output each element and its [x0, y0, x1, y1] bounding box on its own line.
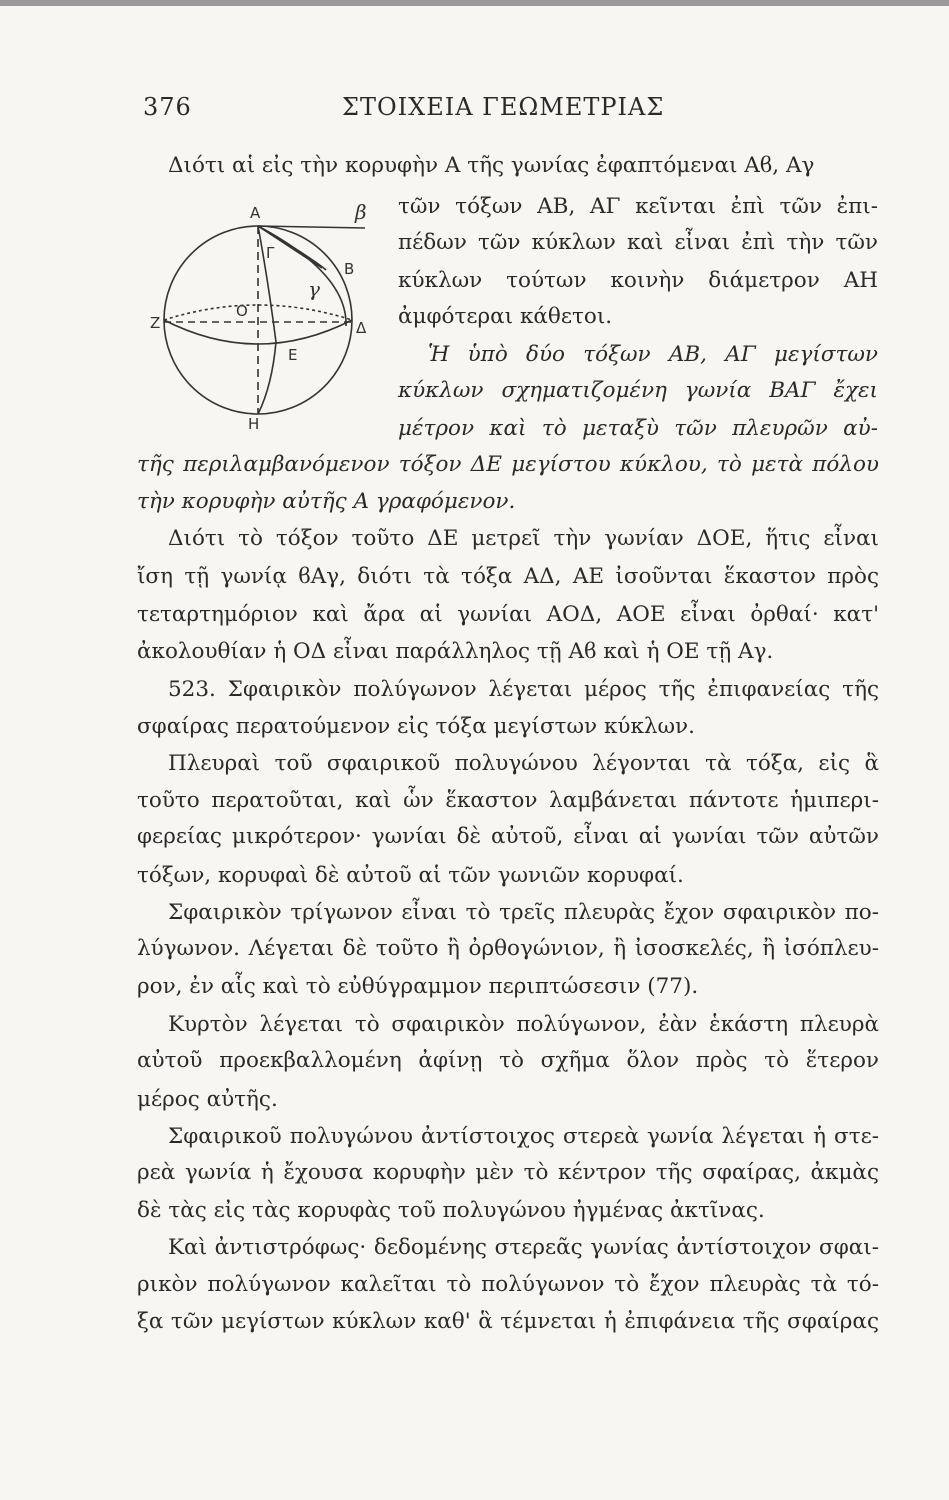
text-line: Κυρτὸν λέγεται τὸ σφαιρικὸν πολύγωνον, ἐὰν ἑκάστη πλευρὰ — [168, 1012, 879, 1037]
label-b: β — [355, 200, 367, 224]
text-line: ρικὸν πολύγωνον καλεῖται τὸ πολύγωνον τὸ ἔχον πλευρὰς τὰ τό- — [137, 1272, 879, 1297]
text-line: Καὶ ἀντιστρόφως· δεδομένης στερεᾶς γωνίας ἀντίστοιχον σφαι- — [168, 1235, 879, 1260]
page-top-edge — [0, 0, 949, 6]
section-523-heading: 523. Σφαιρικὸν πολύγωνον λέγεται μέρος τῆς ἐπιφανείας τῆς — [168, 677, 879, 702]
page-number: 376 — [143, 93, 192, 121]
text-line: ἀμφότεραι κάθετοι. — [398, 304, 613, 329]
label-G: Γ — [266, 244, 275, 262]
label-H: Η — [248, 415, 260, 431]
label-B: Β — [344, 260, 355, 278]
running-head: ΣΤΟΙΧΕΙΑ ΓΕΩΜΕΤΡΙΑΣ — [342, 93, 665, 121]
text-line: αὐτοῦ προεκβαλλομένη ἀφίνῃ τὸ σχῆμα ὅλον πρὸς τὸ ἕτερον — [137, 1048, 879, 1073]
text-line: δὲ τὰς εἰς τὰς κορυφὰς τοῦ πολυγώνου ἠγμένας ἀκτῖνας. — [137, 1198, 765, 1223]
label-g: γ — [308, 277, 320, 301]
text-line: λύγωνον. Λέγεται δὲ τοῦτο ἢ ὀρθογώνιον, ἢ ἰσοσκελές, ἢ ἰσόπλευ- — [137, 936, 879, 961]
text-line: ξα τῶν μεγίστων κύκλων καθ' ἃ τέμνεται ἡ ἐπιφάνεια τῆς σφαίρας — [137, 1309, 879, 1334]
text-line: Διότι αἱ εἰς τὴν κορυφὴν Α τῆς γωνίας ἐφαπτόμεναι Αϐ, Αγ — [168, 153, 815, 178]
label-O: Ο — [236, 302, 248, 320]
text-line: Σφαιρικοῦ πολυγώνου ἀντίστοιχος στερεὰ γωνία λέγεται ἡ στε- — [168, 1124, 879, 1149]
text-line: τοῦτο περατοῦται, καὶ ὧν ἕκαστον λαμβάνεται πάντοτε ἡμιπερι- — [137, 788, 879, 813]
label-Z: Ζ — [150, 314, 161, 332]
text-line: Πλευραὶ τοῦ σφαιρικοῦ πολυγώνου λέγονται τὰ τόξα, εἰς ἃ — [168, 751, 879, 776]
text-line: ἴση τῇ γωνίᾳ ϐΑγ, διότι τὰ τόξα ΑΔ, ΑΕ ἰσοῦνται ἕκαστον πρὸς — [137, 564, 879, 589]
text-line: τὴν κορυφὴν αὐτῆς Α γραφόμενον. — [137, 489, 516, 514]
text-line: μέτρον καὶ τὸ μεταξὺ τῶν πλευρῶν αὐ- — [398, 416, 878, 441]
text-line: κύκλων σχηματιζομένη γωνία ΒΑΓ ἔχει — [398, 378, 878, 403]
text-line: φερείας μικρότερον· γωνίαι δὲ αὐτοῦ, εἶναι αἱ γωνίαι τῶν αὐτῶν — [137, 824, 879, 849]
text-line: Ἡ ὑπὸ δύο τόξων ΑΒ, ΑΓ μεγίστων — [428, 342, 878, 367]
label-E: Ε — [288, 346, 298, 364]
label-A: Α — [250, 204, 261, 222]
text-line: ρον, ἐν αἷς καὶ τὸ εὐθύγραμμον περιπτώσεσιν (77). — [137, 974, 699, 999]
text-line: κύκλων τούτων κοινὴν διάμετρον ΑΗ — [398, 268, 878, 293]
sphere-diagram — [150, 196, 375, 431]
text-line: τῆς περιλαμβανόμενον τόξον ΔΕ μεγίστου κύκλου, τὸ μετὰ πόλου — [137, 452, 879, 477]
text-line: πέδων τῶν κύκλων καὶ εἶναι ἐπὶ τὴν τῶν — [398, 230, 878, 255]
text-line: μέρος αὐτῆς. — [137, 1087, 278, 1112]
text-line: Διότι τὸ τόξον τοῦτο ΔΕ μετρεῖ τὴν γωνίαν ΔΟΕ, ἥτις εἶναι — [168, 526, 879, 551]
label-D: Δ — [356, 319, 367, 337]
text-line: τεταρτημόριον καὶ ἄρα αἱ γωνίαι ΑΟΔ, ΑΟΕ εἶναι ὀρθαί· κατ' — [137, 602, 879, 627]
text-line: σφαίρας περατούμενον εἰς τόξα μεγίστων κύκλων. — [137, 714, 695, 739]
text-line: ἀκολουθίαν ἡ ΟΔ εἶναι παράλληλος τῇ Αϐ καὶ ἡ ΟΕ τῇ Αγ. — [137, 639, 774, 664]
text-line: τόξων, κορυφαὶ δὲ αὐτοῦ αἱ τῶν γωνιῶν κορυφαί. — [137, 863, 684, 888]
text-line: τῶν τόξων ΑΒ, ΑΓ κεῖνται ἐπὶ τῶν ἐπι- — [398, 194, 878, 219]
text-line: Σφαιρικὸν τρίγωνον εἶναι τὸ τρεῖς πλευρὰς ἔχον σφαιρικὸν πο- — [168, 900, 879, 925]
text-line: ρεὰ γωνία ἡ ἔχουσα κορυφὴν μὲν τὸ κέντρον τῆς σφαίρας, ἀκμὰς — [137, 1160, 879, 1185]
